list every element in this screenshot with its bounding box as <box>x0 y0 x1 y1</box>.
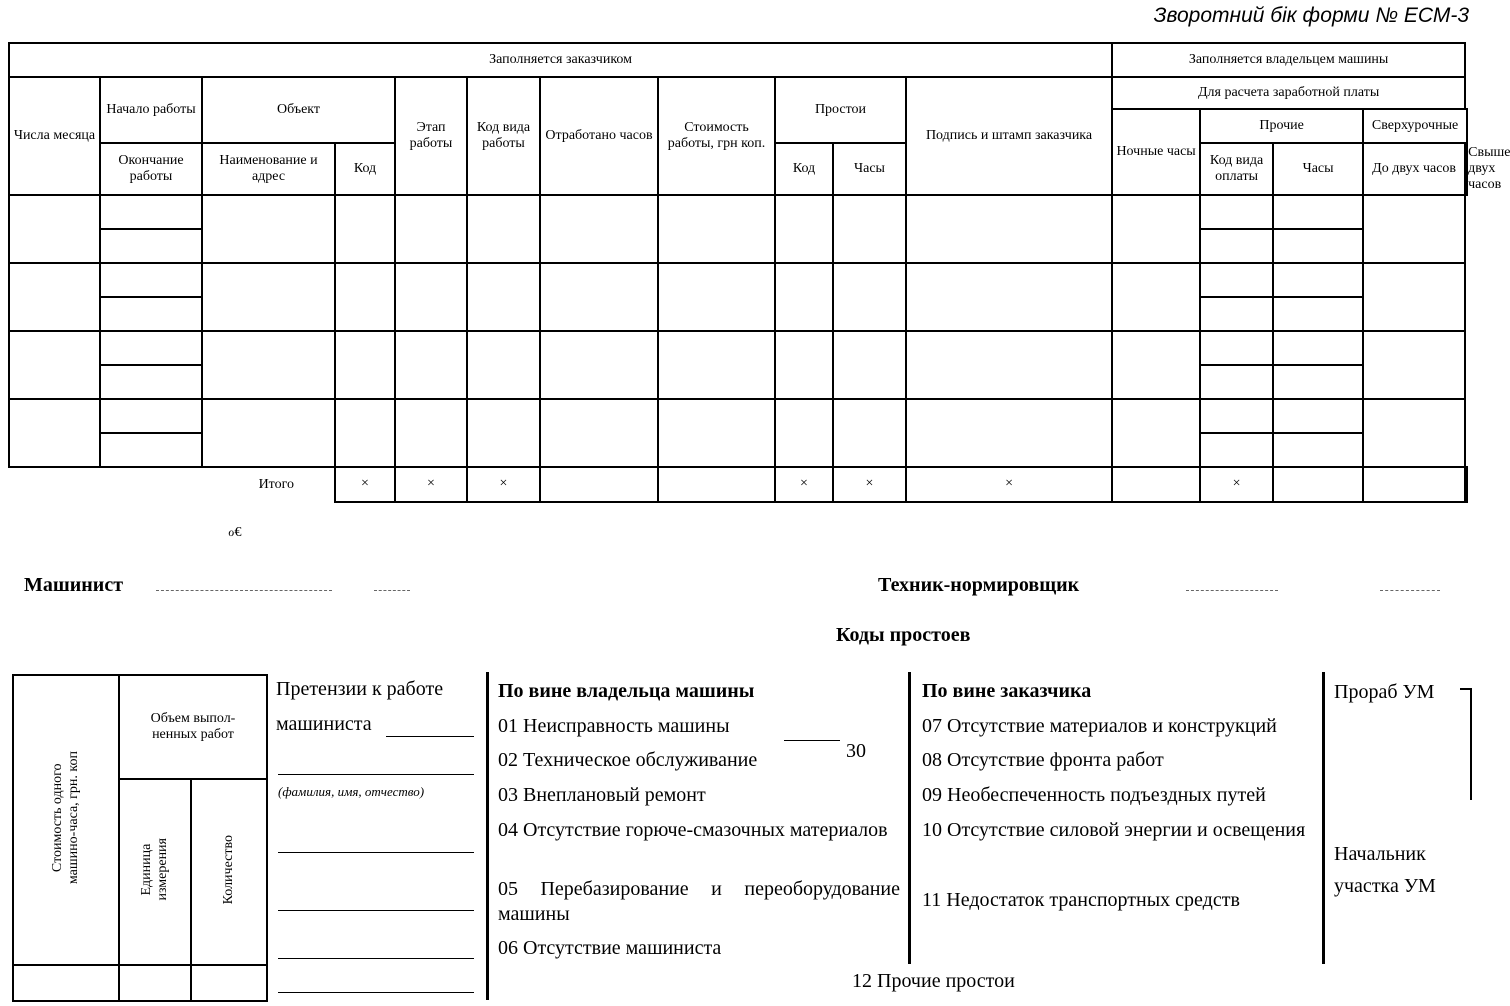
idle-code-07: 07 Отсутствие материалов и конструкций <box>922 715 1277 737</box>
header-idle-code: Код <box>775 143 833 195</box>
stray-speck: ℴ€ <box>228 525 242 540</box>
table-cell[interactable] <box>1273 399 1363 433</box>
table-cell[interactable] <box>467 263 540 331</box>
total-customer-signature: × <box>906 467 1112 502</box>
header-other-hours: Часы <box>1273 143 1363 195</box>
total-up-to-two-hours[interactable] <box>1363 467 1465 502</box>
claims-line-4[interactable] <box>278 910 474 911</box>
total-label: Итого <box>258 476 294 492</box>
total-work-type-code: × <box>467 467 540 502</box>
total-over-two-hours[interactable] <box>1465 467 1467 502</box>
idle-code-03: 03 Внеплановый ремонт <box>498 784 706 806</box>
table-cell[interactable] <box>1200 297 1273 331</box>
claims-line-1[interactable] <box>386 736 474 737</box>
claims-line-3[interactable] <box>278 852 474 853</box>
table-cell[interactable] <box>395 195 467 263</box>
table-cell[interactable] <box>1112 331 1200 399</box>
total-object-code: × <box>335 467 395 502</box>
total-payment-type-code: × <box>1200 467 1273 502</box>
header-night-hours: Ночные часы <box>1112 109 1200 195</box>
table-cell[interactable] <box>202 331 335 399</box>
table-cell[interactable] <box>775 331 833 399</box>
header-idle: Простои <box>775 77 906 143</box>
table-cell[interactable] <box>1273 331 1363 365</box>
idle-code-09: 09 Необеспеченность подъездных путей <box>922 784 1266 806</box>
table-cell[interactable] <box>467 195 540 263</box>
quantity-cell[interactable] <box>191 965 267 1001</box>
table-cell[interactable] <box>100 263 202 297</box>
idle-codes-title: Коды простоев <box>836 624 971 646</box>
table-cell[interactable] <box>202 399 335 467</box>
table-cell[interactable] <box>1273 229 1363 263</box>
table-cell[interactable] <box>1363 195 1465 263</box>
table-cell[interactable] <box>467 331 540 399</box>
table-cell[interactable] <box>202 195 335 263</box>
header-work-end: Окончание работы <box>100 143 202 195</box>
table-cell[interactable] <box>9 195 100 263</box>
claims-hint: (фамилия, имя, отчество) <box>278 784 425 799</box>
table-cell[interactable] <box>100 365 202 399</box>
form-title: Зворотний бік форми № ЕСМ-3 <box>1153 4 1469 27</box>
cost-volume-table <box>12 674 268 1002</box>
table-cell[interactable] <box>906 263 1112 331</box>
table-cell[interactable] <box>1112 195 1200 263</box>
header-quantity: Количество <box>191 779 267 965</box>
header-customer-signature: Подпись и штамп заказчика <box>906 77 1112 195</box>
table-cell[interactable] <box>1273 433 1363 467</box>
divider <box>1322 672 1325 964</box>
claims-line-6[interactable] <box>278 992 474 993</box>
claims-line-2[interactable] <box>278 774 474 775</box>
table-cell[interactable] <box>906 399 1112 467</box>
section-head-label: Начальник участка УМ <box>1334 843 1436 897</box>
table-cell[interactable] <box>1200 229 1273 263</box>
table-cell[interactable] <box>202 263 335 331</box>
divider <box>486 672 489 1000</box>
table-cell[interactable] <box>833 331 906 399</box>
table-cell[interactable] <box>100 433 202 467</box>
total-night-hours[interactable] <box>1112 467 1200 502</box>
cost-per-hour-cell[interactable] <box>13 965 119 1001</box>
table-cell[interactable] <box>658 331 775 399</box>
table-cell[interactable] <box>100 229 202 263</box>
table-cell[interactable] <box>540 263 658 331</box>
table-cell[interactable] <box>540 331 658 399</box>
idle-code-04: 04 Отсутствие горюче-смазочных материалов <box>498 819 888 841</box>
table-cell[interactable] <box>9 263 100 331</box>
table-cell[interactable] <box>1273 263 1363 297</box>
machinist-signature-line-2[interactable] <box>374 590 410 591</box>
table-cell[interactable] <box>540 399 658 467</box>
idle-code-10: 10 Отсутствие силовой энергии и освещения <box>922 819 1306 841</box>
table-cell[interactable] <box>1273 365 1363 399</box>
total-work-stage: × <box>395 467 467 502</box>
unit-cell[interactable] <box>119 965 191 1001</box>
header-work-type-code: Код вида работы <box>467 77 540 195</box>
table-cell[interactable] <box>335 263 395 331</box>
header-work-cost: Стоимость работы, грн коп. <box>658 77 775 195</box>
table-cell[interactable] <box>1200 399 1273 433</box>
header-hours-worked: Отработано часов <box>540 77 658 195</box>
table-cell[interactable] <box>100 399 202 433</box>
technician-label: Техник-нормировщик <box>878 574 1080 596</box>
table-cell[interactable] <box>1200 433 1273 467</box>
header-work-stage: Этап работы <box>395 77 467 195</box>
table-cell[interactable] <box>658 263 775 331</box>
header-object-name: Наименование и адрес <box>202 143 335 195</box>
header-object: Объект <box>202 77 395 143</box>
table-cell[interactable] <box>1200 331 1273 365</box>
table-cell[interactable] <box>335 399 395 467</box>
table-cell[interactable] <box>1363 263 1465 331</box>
work-log-table <box>8 42 1510 503</box>
header-work-volume: Объем выпол- ненных работ <box>119 675 267 779</box>
claims-line-5[interactable] <box>278 958 474 959</box>
table-cell[interactable] <box>1273 195 1363 229</box>
table-cell[interactable] <box>100 297 202 331</box>
idle-code-01: 01 Неисправность машины <box>498 715 730 737</box>
header-other: Прочие <box>1200 109 1363 143</box>
table-cell[interactable] <box>9 331 100 399</box>
table-cell[interactable] <box>1112 263 1200 331</box>
divider <box>908 672 911 964</box>
header-cost-per-hour: Стоимость одного машино-часа, грн. коп <box>13 675 119 965</box>
table-cell[interactable] <box>395 399 467 467</box>
table-cell[interactable] <box>658 399 775 467</box>
header-unit: Единица измерения <box>119 779 191 965</box>
table-cell[interactable] <box>775 263 833 331</box>
header-day-of-month: Числа месяца <box>9 77 100 195</box>
table-cell[interactable] <box>100 195 202 229</box>
table-cell[interactable] <box>1200 365 1273 399</box>
total-idle-hours: × <box>833 467 906 502</box>
idle-code-06: 06 Отсутствие машиниста <box>498 937 722 959</box>
table-cell[interactable] <box>906 195 1112 263</box>
idle-code-12: 12 Прочие простои <box>852 970 1015 992</box>
table-cell[interactable] <box>1273 297 1363 331</box>
foreman-label: Прораб УМ <box>1334 681 1435 703</box>
header-object-code: Код <box>335 143 395 195</box>
header-filled-by-customer: Заполняется заказчиком <box>9 43 1112 77</box>
claims-label: Претензии к работе машиниста <box>276 678 444 735</box>
header-work-start: Начало работы <box>100 77 202 143</box>
header-over-two-hours-cell: Свыше двух часов <box>1465 143 1467 195</box>
table-cell[interactable] <box>395 331 467 399</box>
table-cell[interactable] <box>1200 195 1273 229</box>
table-cell[interactable] <box>1200 263 1273 297</box>
customer-fault-heading: По вине заказчика <box>922 680 1092 702</box>
technician-signature-line[interactable] <box>1186 590 1278 591</box>
header-overtime: Сверхурочные <box>1363 109 1467 143</box>
table-cell[interactable] <box>1363 331 1465 399</box>
header-filled-by-owner: Заполняется владельцем машины <box>1112 43 1465 77</box>
total-hours-worked[interactable] <box>540 467 658 502</box>
table-cell[interactable] <box>833 399 906 467</box>
total-other-hours[interactable] <box>1273 467 1363 502</box>
header-idle-hours: Часы <box>833 143 906 195</box>
table-cell[interactable] <box>467 399 540 467</box>
total-work-cost[interactable] <box>658 467 775 502</box>
idle-code-02: 02 Техническое обслуживание <box>498 749 758 771</box>
idle-code-08: 08 Отсутствие фронта работ <box>922 749 1164 771</box>
foreman-signature-bracket <box>1460 688 1472 800</box>
header-up-to-two-hours: До двух часов <box>1363 143 1465 195</box>
table-cell[interactable] <box>658 195 775 263</box>
table-cell[interactable] <box>906 331 1112 399</box>
total-idle-code: × <box>775 467 833 502</box>
table-cell[interactable] <box>100 331 202 365</box>
stray-dash <box>784 740 840 741</box>
table-cell[interactable] <box>9 399 100 467</box>
machinist-label: Машинист <box>24 574 124 596</box>
machinist-signature-line[interactable] <box>156 590 332 591</box>
table-cell[interactable] <box>1363 399 1465 467</box>
table-cell[interactable] <box>395 263 467 331</box>
idle-code-11: 11 Недостаток транспортных средств <box>922 889 1240 911</box>
table-cell[interactable] <box>335 331 395 399</box>
technician-signature-line-2[interactable] <box>1380 590 1440 591</box>
table-cell[interactable] <box>775 195 833 263</box>
table-cell[interactable] <box>335 195 395 263</box>
table-cell[interactable] <box>833 195 906 263</box>
header-for-salary: Для расчета заработной платы <box>1112 77 1465 109</box>
owner-fault-heading: По вине владельца машины <box>498 680 755 702</box>
table-cell[interactable] <box>775 399 833 467</box>
stray-mark: 30 <box>846 740 866 762</box>
table-cell[interactable] <box>1112 399 1200 467</box>
idle-code-05: 05 Перебазирование и переоборудование машины <box>498 878 900 925</box>
table-cell[interactable] <box>833 263 906 331</box>
header-payment-type-code: Код вида оплаты <box>1200 143 1273 195</box>
table-cell[interactable] <box>540 195 658 263</box>
